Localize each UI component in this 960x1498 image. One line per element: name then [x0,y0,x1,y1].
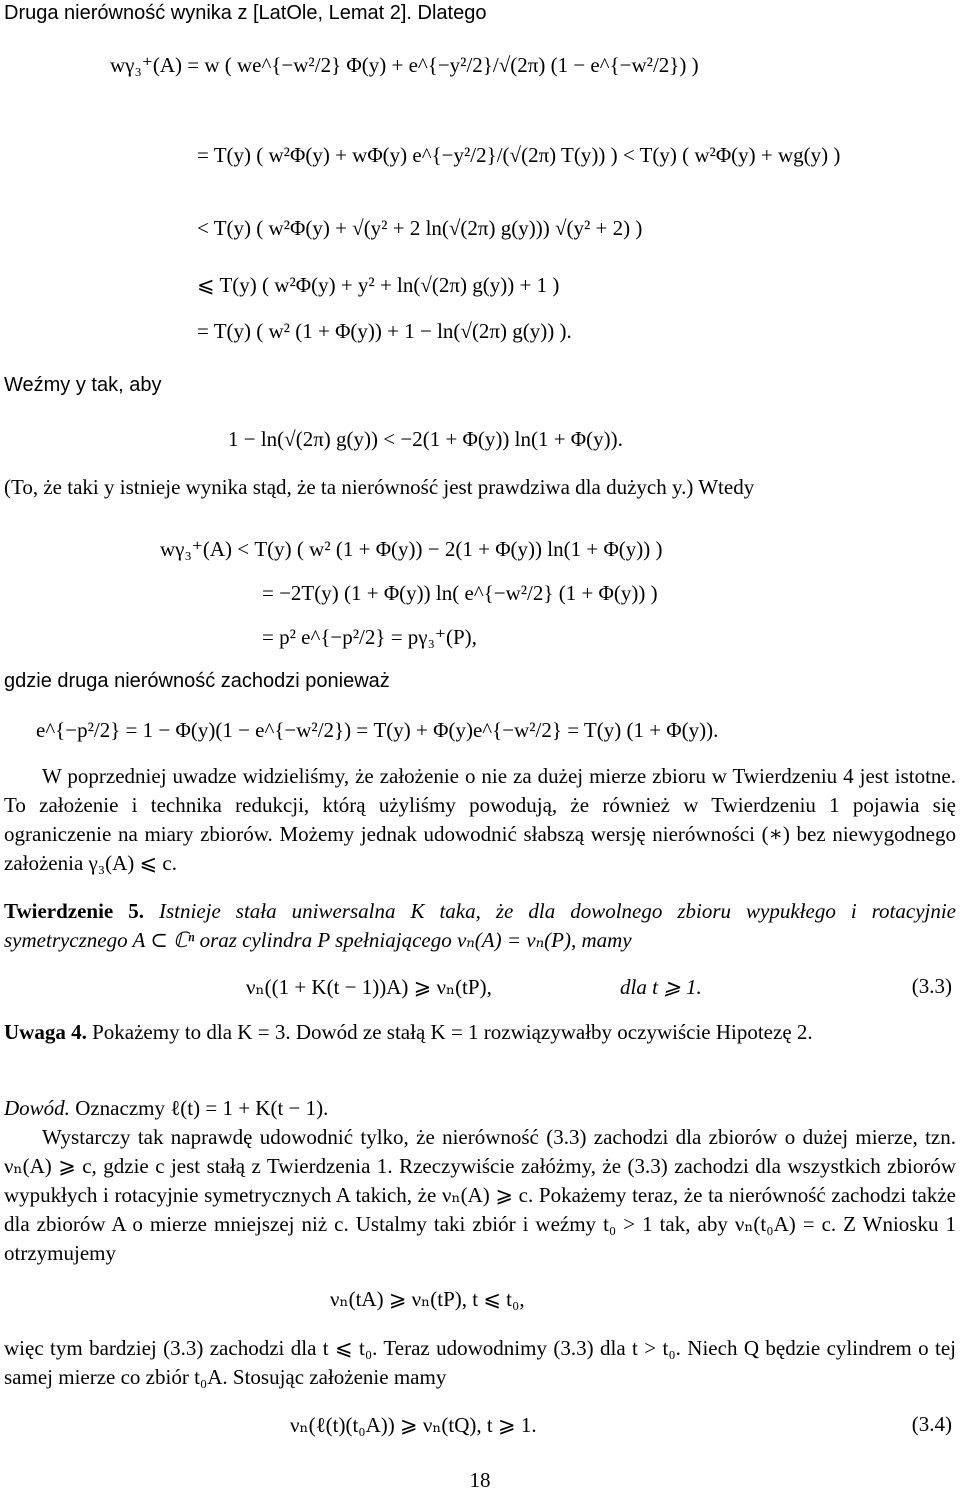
intro-line: Druga nierówność wynika z [LatOle, Lemat 2]. Dlatego [4,2,487,24]
remark-text: Pokażemy to dla K = 3. Dowód ze stałą K = 1 rozwiązywałby oczywiście Hipotezę 2. [92,1020,813,1044]
remark-line: (To, że taki y istnieje wynika stąd, że ta nierówność jest prawdziwa dla dużych y.) Wtedy [4,475,755,499]
proof-text: Oznaczmy ℓ(t) = 1 + K(t − 1). [75,1096,329,1120]
derivation-line-2: = T(y) ( w²Φ(y) + wΦ(y) e^{−y²/2}/(√(2π) T(y)) ) < T(y) ( w²Φ(y) + wg(y) ) [197,143,841,167]
paragraph-3: więc tym bardziej (3.3) zachodzi dla t ⩽ t₀. Teraz udowodnimy (3.3) dla t > t₀. Niech Q będzie cylindrem o tej samej mierze co zbiór t₀A. Stosując założenie mamy [4,1336,956,1389]
mid-equation: νₙ(tA) ⩾ νₙ(tP), t ⩽ t₀, [330,1287,525,1311]
theorem-label: Twierdzenie 5. [4,899,144,923]
take-y-line: Weźmy y tak, aby [4,374,162,396]
because-equation: e^{−p²/2} = 1 − Φ(y)(1 − e^{−w²/2}) = T(y) + Φ(y)e^{−w²/2} = T(y) (1 + Φ(y)). [36,718,719,742]
derivation2-line-2: = −2T(y) (1 + Φ(y)) ln( e^{−w²/2} (1 + Φ(y)) ) [262,581,658,605]
condition-equation: 1 − ln(√(2π) g(y)) < −2(1 + Φ(y)) ln(1 + Φ(y)). [228,427,623,451]
remark-4 [4,1018,956,1047]
derivation-line-1: wγ₃⁺(A) = w ( we^{−w²/2} Φ(y) + e^{−y²/2}/√(2π) (1 − e^{−w²/2}) ) [110,53,699,77]
equation-number-3-4: (3.4) [911,1412,952,1436]
derivation2-line-1: wγ₃⁺(A) < T(y) ( w² (1 + Φ(y)) − 2(1 + Φ(y)) ln(1 + Φ(y)) ) [160,537,663,561]
theorem-condition: dla t ⩾ 1. [620,975,702,999]
page-number: 18 [469,1468,491,1492]
derivation-line-3: < T(y) ( w²Φ(y) + √(y² + 2 ln(√(2π) g(y))) √(y² + 2) ) [197,216,643,240]
theorem-5 [4,897,956,955]
derivation2-line-3: = p² e^{−p²/2} = pγ₃⁺(P), [262,625,477,649]
because-line: gdzie druga nierówność zachodzi ponieważ [4,670,390,692]
remark-label: Uwaga 4. [4,1020,87,1044]
equation-number-3-3: (3.3) [911,974,952,998]
theorem-equation: νₙ((1 + K(t − 1))A) ⩾ νₙ(tP), [246,975,492,999]
paragraph-1: W poprzedniej uwadze widzieliśmy, że założenie o nie za dużej mierze zbioru w Twierdzeniu 4 jest istotne. To założenie i technika redukcji, którą użyliśmy powodują, że również w Twierdzeniu 1 pojawia się ograniczenie na miary zbiorów. Możemy jednak udowodnić słabszą wersję nierówności (∗) bez niewygodnego założenia γ₃(A) ⩽ c. [4,764,956,875]
theorem-text: Istnieje stała uniwersalna K taka, że dla dowolnego zbioru wypukłego i rotacyjnie symetrycznego A ⊂ ℂⁿ oraz cylindra P spełniającego νₙ(A) = νₙ(P), mamy [4,899,957,952]
paragraph-2: Wystarczy tak naprawdę udowodnić tylko, że nierówność (3.3) zachodzi dla zbiorów o dużej mierze, tzn. νₙ(A) ⩾ c, gdzie c jest stałą z Twierdzenia 1. Rzeczywiście załóżmy, że (3.3) zachodzi dla wszystkich zbiorów wypukłych i rotacyjnie symetrycznych A takich, że νₙ(A) ⩾ c. Pokażemy teraz, że ta nierówność zachodzi także dla zbiorów A o mierze mniejszej niż c. Ustalmy taki zbiór i weźmy t₀ > 1 tak, aby νₙ(t₀A) = c. Z Wniosku 1 otrzymujemy [4,1125,956,1265]
derivation-line-5: = T(y) ( w² (1 + Φ(y)) + 1 − ln(√(2π) g(y)) ). [197,319,572,343]
last-equation: νₙ(ℓ(t)(t₀A)) ⩾ νₙ(tQ), t ⩾ 1. [290,1413,537,1437]
derivation-line-4: ⩽ T(y) ( w²Φ(y) + y² + ln(√(2π) g(y)) + 1 ) [197,273,560,297]
proof-start [4,1094,956,1123]
proof-label: Dowód. [4,1096,70,1120]
